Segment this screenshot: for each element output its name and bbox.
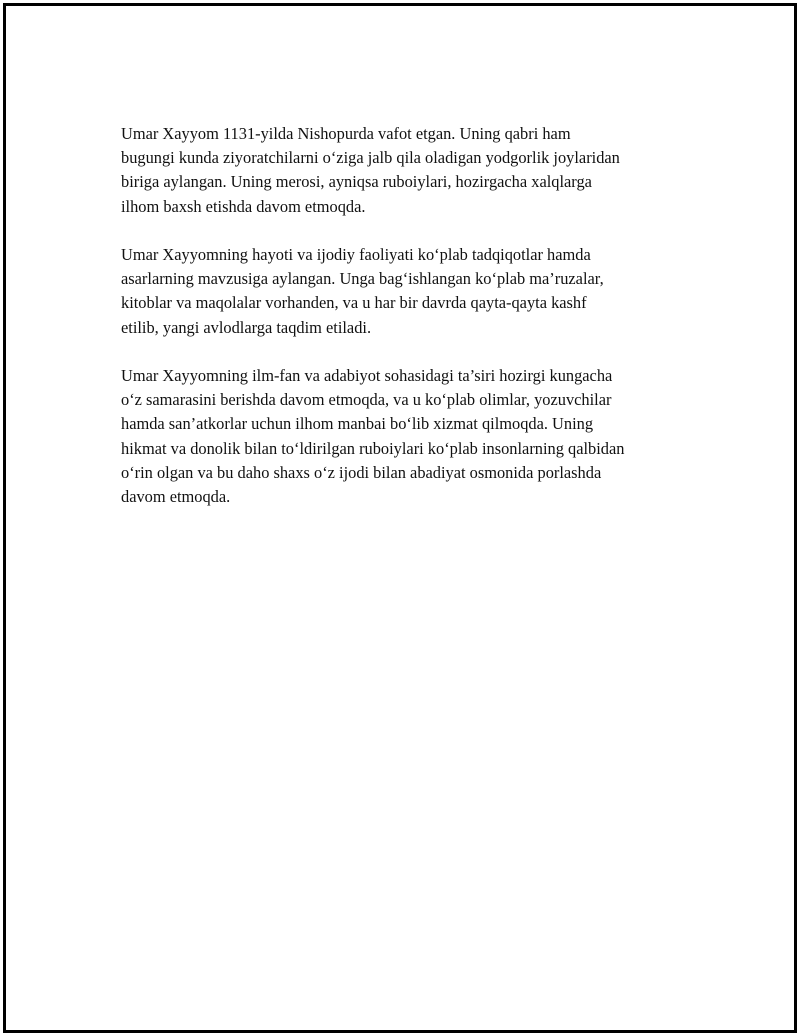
text-line: hikmat va donolik bilan to‘ldirilgan ruboiylari ko‘plab insonlarning qalbidan [121, 438, 625, 458]
text-line: Umar Xayyom 1131-yilda Nishopurda vafot etgan. Uning qabri ham [121, 124, 571, 143]
page-frame [3, 3, 797, 1033]
text-line: Umar Xayyomning hayoti va ijodiy faoliyati ko‘plab tadqiqotlar hamda [121, 245, 591, 264]
text-line: asarlarning mavzusiga aylangan. Unga bag‘ishlangan ko‘plab ma’ruzalar, [121, 269, 604, 289]
text-line: Umar Xayyomning ilm-fan va adabiyot sohasidagi ta’siri hozirgi kungacha [121, 366, 613, 385]
paragraph-3 [121, 364, 701, 509]
document-body [121, 122, 701, 533]
text-line: ilhom baxsh etishda davom etmoqda. [121, 196, 366, 216]
paragraph-2 [121, 243, 701, 340]
paragraph-1 [121, 122, 701, 219]
text-line: o‘rin olgan va bu daho shaxs o‘z ijodi bilan abadiyat osmonida porlashda [121, 462, 602, 482]
text-line: bugungi kunda ziyoratchilarni o‘ziga jalb qila oladigan yodgorlik joylaridan [121, 148, 620, 168]
text-line: hamda san’atkorlar uchun ilhom manbai bo‘lib xizmat qilmoqda. Uning [121, 414, 594, 434]
text-line: biriga aylangan. Uning merosi, ayniqsa ruboiylari, hozirgacha xalqlarga [121, 172, 592, 192]
text-line: davom etmoqda. [121, 487, 231, 507]
text-line: etilib, yangi avlodlarga taqdim etiladi. [121, 317, 372, 337]
text-line: kitoblar va maqolalar vorhanden, va u har bir davrda qayta-qayta kashf [121, 293, 587, 313]
text-line: o‘z samarasini berishda davom etmoqda, va u ko‘plab olimlar, yozuvchilar [121, 390, 612, 410]
